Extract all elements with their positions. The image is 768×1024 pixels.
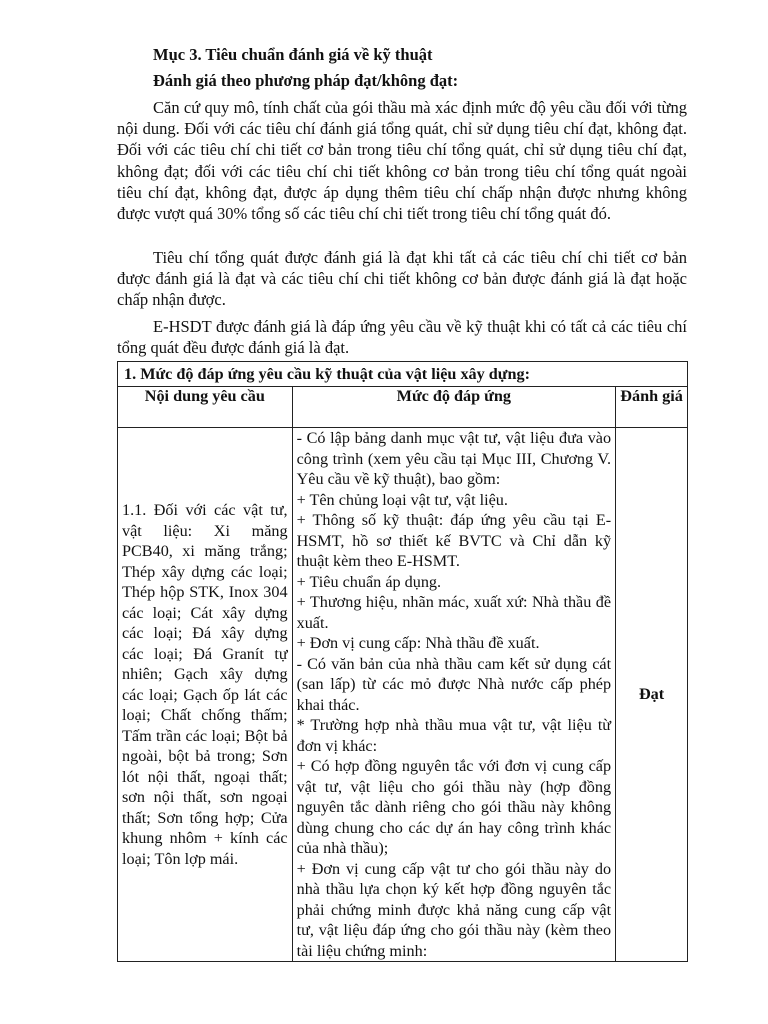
- table-title: 1. Mức độ đáp ứng yêu cầu kỹ thuật của vật liệu xây dựng:: [118, 362, 688, 387]
- table-row: [118, 428, 688, 962]
- paragraph-general-criteria: Tiêu chí tổng quát được đánh giá là đạt khi tất cả các tiêu chí chi tiết cơ bản được đánh giá là đạt và các tiêu chí chi tiết không cơ bản được đánh giá là đạt hoặc chấp nhận được.: [117, 248, 687, 310]
- response-line: + Tên chủng loại vật tư, vật liệu.: [296, 490, 508, 509]
- requirements-table: [117, 361, 688, 962]
- evaluation-cell: Đạt: [616, 428, 688, 962]
- response-line: + Thương hiệu, nhãn mác, xuất xứ: Nhà thầu đề xuất.: [296, 593, 612, 632]
- response-line: - Có văn bản của nhà thầu cam kết sử dụng cát (san lấp) từ các mỏ được Nhà nước cấp phép khai thác.: [296, 654, 612, 714]
- response-line: + Đơn vị cung cấp vật tư cho gói thầu này do nhà thầu lựa chọn ký kết hợp đồng nguyên tắc phải chứng minh được khả năng cung cấp vật tư, vật liệu đáp ứng cho gói thầu này (kèm theo tài liệu chứng minh:: [296, 859, 612, 960]
- header-evaluation: Đánh giá: [616, 387, 688, 428]
- response-line: + Tiêu chuẩn áp dụng.: [296, 572, 442, 591]
- response-line: - Có lập bảng danh mục vật tư, vật liệu đưa vào công trình (xem yêu cầu tại Mục III, Chương V. Yêu cầu về kỹ thuật), bao gồm:: [296, 429, 612, 488]
- response-line: * Trường hợp nhà thầu mua vật tư, vật liệu từ đơn vị khác:: [296, 716, 612, 755]
- response-line: + Có hợp đồng nguyên tắc với đơn vị cung cấp vật tư, vật liệu cho gói thầu này (hợp đồng nguyên tắc dành riêng cho gói thầu này không dùng chung cho các dự án hay công trình khác của nhà thầu);: [296, 757, 612, 857]
- header-response: Mức độ đáp ứng: [292, 387, 616, 428]
- paragraph-scope: Căn cứ quy mô, tính chất của gói thầu mà xác định mức độ yêu cầu đối với từng nội dung. Đối với các tiêu chí đánh giá tổng quát, chỉ sử dụng tiêu chí đạt, không đạt. Đối với các tiêu chí chi tiết cơ bản trong tiêu chí tổng quát, chỉ sử dụng tiêu chí đạt, không đạt; đối với các tiêu chí chi tiết không cơ bản trong tiêu chí tổng quát ngoài tiêu chí đạt, không đạt, được áp dụng thêm tiêu chí chấp nhận được nhưng không được vượt quá 30% tổng số các tiêu chí chi tiết trong tiêu chí tổng quát đó.: [117, 98, 687, 224]
- paragraph-ehsdt: E-HSDT được đánh giá là đáp ứng yêu cầu về kỹ thuật khi có tất cả các tiêu chí tổng quát đều được đánh giá là đạt.: [117, 317, 687, 358]
- response-line: + Thông số kỹ thuật: đáp ứng yêu cầu tại E-HSMT, hồ sơ thiết kế BVTC và Chỉ dẫn kỹ thuật kèm theo E-HSMT.: [296, 511, 612, 570]
- header-requirement: Nội dung yêu cầu: [118, 387, 293, 428]
- response-line: + Đơn vị cung cấp: Nhà thầu đề xuất.: [296, 634, 540, 652]
- section-heading: Mục 3. Tiêu chuẩn đánh giá về kỹ thuật: [153, 45, 433, 64]
- section-subheading: Đánh giá theo phương pháp đạt/không đạt:: [153, 71, 459, 90]
- requirement-cell: 1.1. Đối với các vật tư, vật liệu: Xi măng PCB40, xi măng trắng; Thép xây dựng các loại; Thép hộp STK, Inox 304 các loại; Cát xây dựng các loại; Đá xây dựng các loại; Đá Granít tự nhiên; Gạch xây dựng các loại; Gạch ốp lát các loại; Chất chống thấm; Tấm trần các loại; Bột bả ngoài, bột bả trong; Sơn lót nội thất, ngoại thất; sơn nội thất, sơn ngoại thất; Sơn tổng hợp; Cửa khung nhôm + kính các loại; Tôn lợp mái.: [118, 428, 293, 962]
- response-cell: [292, 428, 616, 962]
